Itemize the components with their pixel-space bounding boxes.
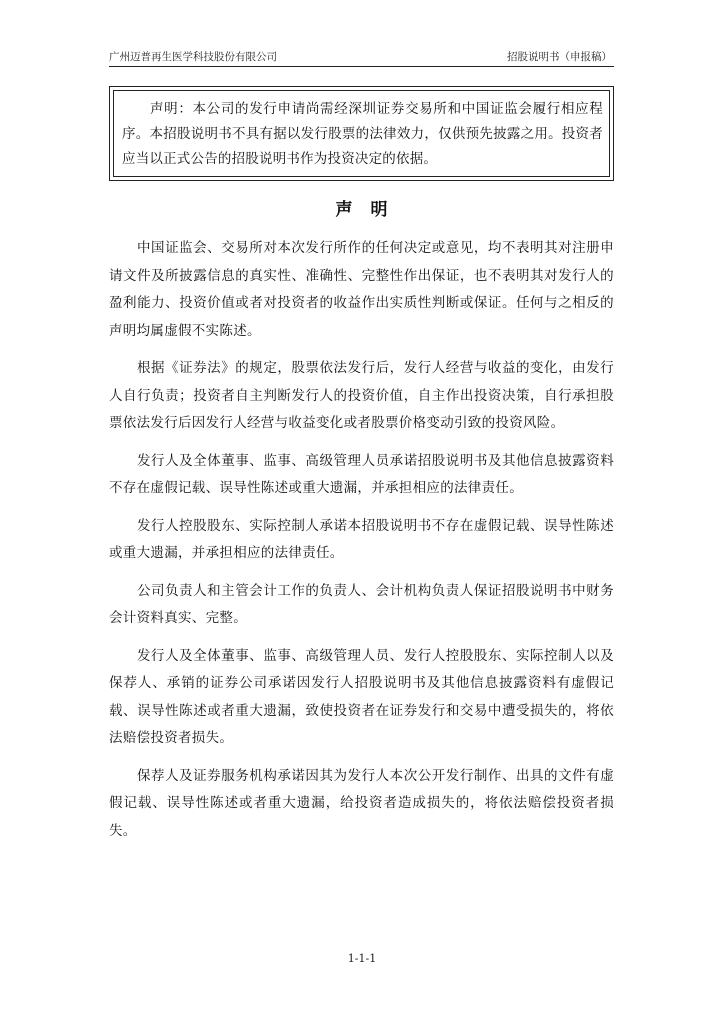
paragraph: 发行人控股股东、实际控制人承诺本招股说明书不存在虚假记载、误导性陈述或重大遗漏，并承担相应的法律责任。 [109, 517, 614, 561]
notice-text: 声明：本公司的发行申请尚需经深圳证券交易所和中国证监会履行相应程序。本招股说明书不具有据以发行股票的法律效力，仅供预先披露之用。投资者应当以正式公告的招股说明书作为投资决定的依据。 [113, 90, 610, 177]
paragraph: 保荐人及证券服务机构承诺因其为发行人本次公开发行制作、出具的文件有虚假记载、误导性陈述或者重大遗漏，给投资者造成损失的，将依法赔偿投资者损失。 [109, 767, 614, 839]
notice-box [109, 86, 614, 181]
page-header [109, 48, 614, 67]
section-title: 声明 [335, 200, 406, 220]
paragraph: 中国证监会、交易所对本次发行所作的任何决定或意见，均不表明其对注册申请文件及所披露信息的真实性、准确性、完整性作出保证，也不表明其对发行人的盈利能力、投资价值或者对投资者的收益作出实质性判断或保证。任何与之相反的声明均属虚假不实陈述。 [109, 240, 614, 339]
paragraph: 发行人及全体董事、监事、高级管理人员、发行人控股股东、实际控制人以及保荐人、承销的证券公司承诺因发行人招股说明书及其他信息披露资料有虚假记载、误导性陈述或者重大遗漏，致使投资者在证券发行和交易中遭受损失的，将依法赔偿投资者损失。 [109, 647, 614, 746]
page-number: 1-1-1 [347, 952, 377, 965]
header-company-name: 广州迈普再生医学科技股份有限公司 [109, 51, 277, 63]
declaration-body [109, 235, 614, 855]
paragraph: 公司负责人和主管会计工作的负责人、会计机构负责人保证招股说明书中财务会计资料真实、完整。 [109, 582, 614, 626]
paragraph: 发行人及全体董事、监事、高级管理人员承诺招股说明书及其他信息披露资料不存在虚假记载、误导性陈述或重大遗漏，并承担相应的法律责任。 [109, 452, 614, 496]
paragraph: 根据《证券法》的规定，股票依法发行后，发行人经营与收益的变化，由发行人自行负责；投资者自主判断发行人的投资价值，自主作出投资决策，自行承担股票依法发行后因发行人经营与收益变化或者股票价格变动引致的投资风险。 [109, 360, 614, 431]
header-document-type: 招股说明书（申报稿） [507, 51, 612, 63]
